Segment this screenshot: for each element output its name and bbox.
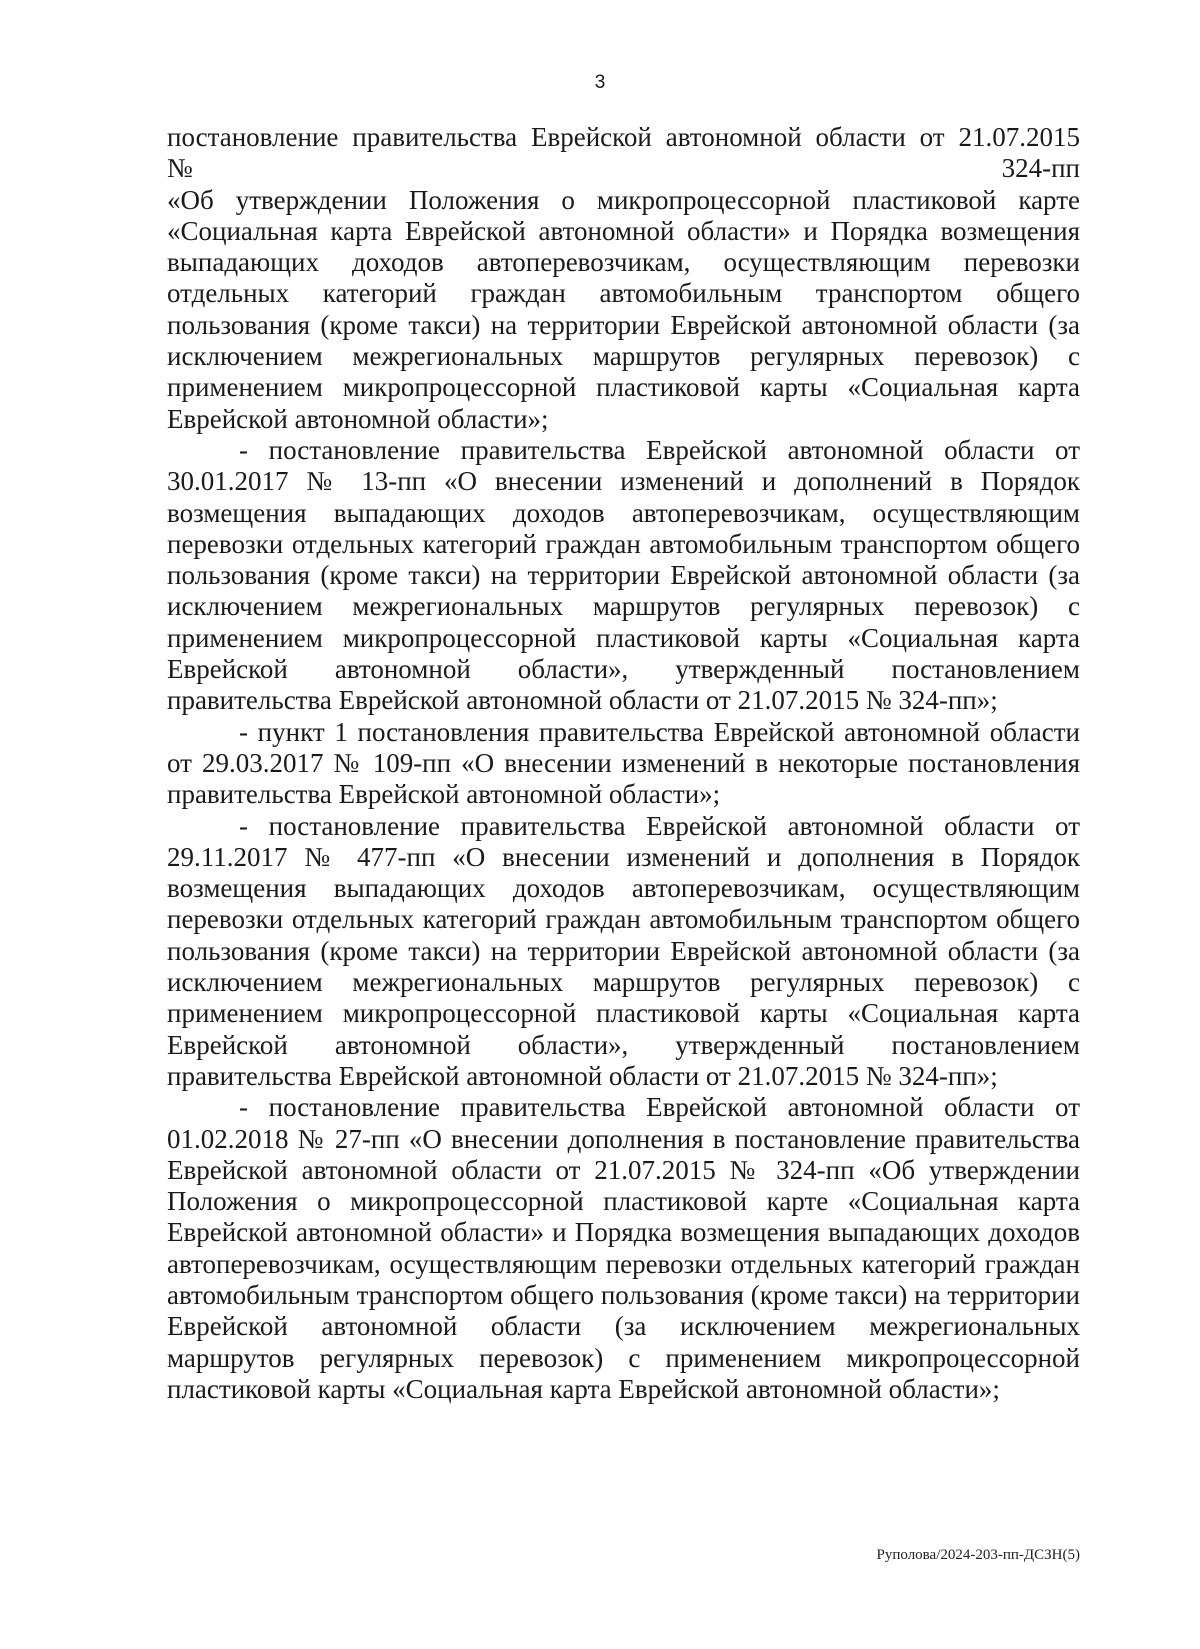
paragraph-1-rest: «Об утверждении Положения о микропроцессорной пластиковой карте «Социальная карта Еврейской автономной области» и Порядка возмещения выпадающих доходов автоперевозчикам, осуществляющим перевозки отдельных категорий граждан автомобильным транспортом общего пользования (кроме такси) на территории Еврейской автономной области (за исключением межрегиональных маршрутов регулярных перевозок) с применением микропроцессорной пластиковой карты «Социальная карта Еврейской автономной области»; bbox=[167, 184, 1080, 434]
page-number: 3 bbox=[594, 72, 606, 93]
document-body bbox=[167, 122, 1080, 1405]
paragraph-1-line-2 bbox=[167, 153, 1080, 184]
paragraph-4: - постановление правительства Еврейской автономной области от 29.11.2017 № 477-пп «О внесении изменений и дополнения в Порядок возмещения выпадающих доходов автоперевозчикам, осуществляющим перевозки отдельных категорий граждан автомобильным транспортом общего пользования (кроме такси) на территории Еврейской автономной области (за исключением межрегиональных маршрутов регулярных перевозок) с применением микропроцессорной пластиковой карты «Социальная карта Еврейской автономной области», утвержденный постановлением правительства Еврейской автономной области от 21.07.2015 № 324-пп»; bbox=[167, 810, 1080, 1091]
paragraph-2: - постановление правительства Еврейской автономной области от 30.01.2017 № 13-пп «О внесении изменений и дополнений в Порядок возмещения выпадающих доходов автоперевозчикам, осуществляющим перевозки отдельных категорий граждан автомобильным транспортом общего пользования (кроме такси) на территории Еврейской автономной области (за исключением межрегиональных маршрутов регулярных перевозок) с применением микропроцессорной пластиковой карты «Социальная карта Еврейской автономной области», утвержденный постановлением правительства Еврейской автономной области от 21.07.2015 № 324-пп»; bbox=[167, 434, 1080, 716]
paragraph-3: - пункт 1 постановления правительства Еврейской автономной области от 29.03.2017 № 109-пп «О внесении изменений в некоторые постановления правительства Еврейской автономной области»; bbox=[167, 716, 1080, 810]
footer-document-reference: Рyполова/2024-203-пп-ДСЗН(5) bbox=[876, 1547, 1080, 1563]
paragraph-1 bbox=[167, 122, 1080, 435]
paragraph-5: - постановление правительства Еврейской автономной области от 01.02.2018 № 27-пп «О внесении дополнения в постановление правительства Еврейской автономной области от 21.07.2015 № 324-пп «Об утверждении Положения о микропроцессорной пластиковой карте «Социальная карта Еврейской автономной области» и Порядка возмещения выпадающих доходов автоперевозчикам, осуществляющим перевозки отдельных категорий граждан автомобильным транспортом общего пользования (кроме такси) на территории Еврейской автономной области (за исключением межрегиональных маршрутов регулярных перевозок) с применением микропроцессорной пластиковой карты «Социальная карта Еврейской автономной области»; bbox=[167, 1092, 1080, 1404]
paragraph-1-line-1: постановление правительства Еврейской автономной области от 21.07.2015 bbox=[167, 122, 1080, 152]
number-sign: № bbox=[167, 153, 1001, 184]
decree-number: 324-пп bbox=[1001, 153, 1080, 184]
